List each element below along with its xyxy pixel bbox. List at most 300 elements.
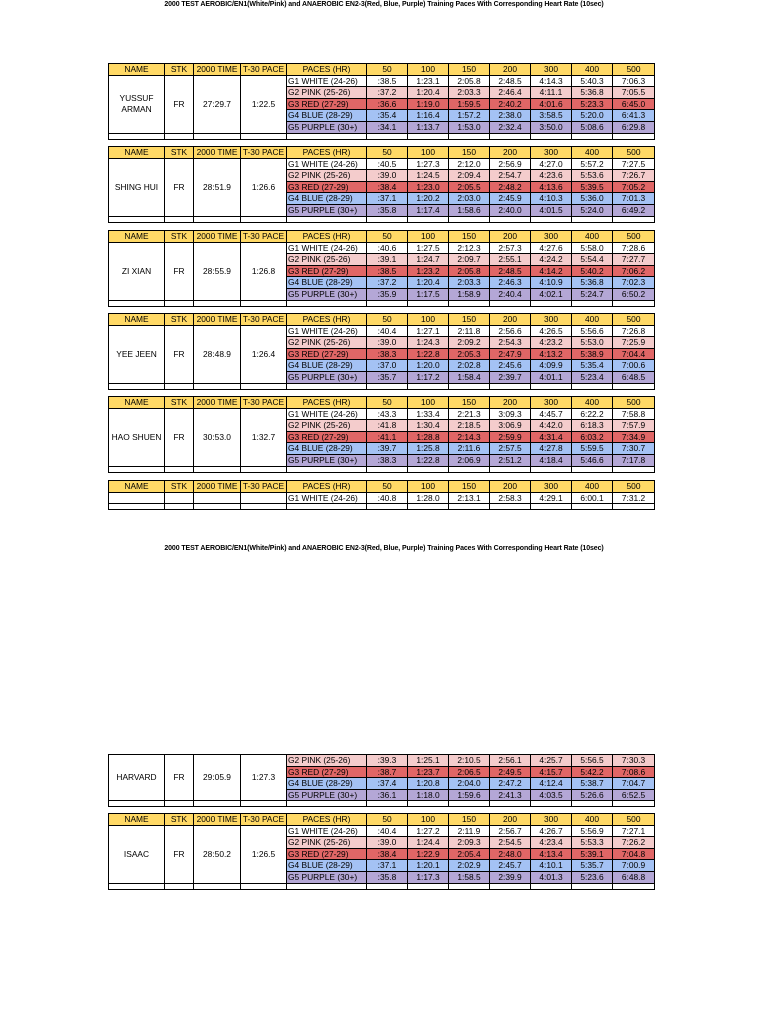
pace-value: 1:16.4 xyxy=(408,110,449,122)
header-cell: 100 xyxy=(408,314,449,326)
training-group-label: G3 RED (27-29) xyxy=(287,265,367,277)
pace-value: 5:24.7 xyxy=(572,288,613,300)
swimmer-table xyxy=(108,230,655,307)
pace-value: 2:59.9 xyxy=(490,431,531,443)
spacer-row xyxy=(109,883,655,889)
empty-cell xyxy=(572,216,613,222)
pace-value: 1:20.1 xyxy=(408,860,449,872)
training-group-label: G5 PURPLE (30+) xyxy=(287,454,367,466)
pace-value: 4:10.9 xyxy=(531,277,572,289)
swimmer-name: ZI XIAN xyxy=(109,242,165,300)
empty-cell xyxy=(572,504,613,510)
pace-value: 4:14.3 xyxy=(531,75,572,87)
pace-value: 1:20.0 xyxy=(408,360,449,372)
pace-value: 2:58.3 xyxy=(490,492,531,504)
training-group-label: G4 BLUE (28-29) xyxy=(287,778,367,790)
header-cell: 400 xyxy=(572,314,613,326)
training-group-label: G2 PINK (25-26) xyxy=(287,170,367,182)
training-group-label: G4 BLUE (28-29) xyxy=(287,110,367,122)
pace-value: 4:27.6 xyxy=(531,242,572,254)
pace-value: 5:38.7 xyxy=(572,778,613,790)
pace-value: 1:20.2 xyxy=(408,193,449,205)
pace-value: 4:03.5 xyxy=(531,789,572,801)
training-group-label: G3 RED (27-29) xyxy=(287,181,367,193)
empty-cell xyxy=(287,133,367,139)
training-group-label: G4 BLUE (28-29) xyxy=(287,860,367,872)
pace-value: 7:26.2 xyxy=(613,837,655,849)
stroke-cell: FR xyxy=(165,158,194,216)
test-time-cell: 28:50.2 xyxy=(194,825,241,883)
pace-value: 1:33.4 xyxy=(408,408,449,420)
pace-value: 1:30.4 xyxy=(408,420,449,432)
training-group-label: G2 PINK (25-26) xyxy=(287,755,367,767)
pace-value: 2:48.5 xyxy=(490,265,531,277)
pace-value: :38.3 xyxy=(367,348,408,360)
pace-value: 2:04.0 xyxy=(449,778,490,790)
pace-value: 2:56.9 xyxy=(490,158,531,170)
header-cell: 150 xyxy=(449,481,490,493)
empty-cell xyxy=(165,504,194,510)
pace-value: 7:34.9 xyxy=(613,431,655,443)
pace-value: 1:19.0 xyxy=(408,98,449,110)
pace-value: 7:28.6 xyxy=(613,242,655,254)
pace-value: :37.2 xyxy=(367,277,408,289)
header-row xyxy=(109,147,655,159)
stroke-cell: FR xyxy=(165,408,194,466)
empty-cell xyxy=(194,383,241,389)
empty-cell xyxy=(367,883,408,889)
pace-value: 1:27.2 xyxy=(408,825,449,837)
pace-value: 6:03.2 xyxy=(572,431,613,443)
empty-cell xyxy=(194,801,241,807)
pace-value: 2:13.1 xyxy=(449,492,490,504)
empty-cell xyxy=(165,466,194,472)
stroke-cell xyxy=(165,492,194,504)
pace-value: 2:03.3 xyxy=(449,277,490,289)
pace-value: 2:11.9 xyxy=(449,825,490,837)
header-cell: 100 xyxy=(408,397,449,409)
pace-value: 2:11.8 xyxy=(449,325,490,337)
header-cell: 200 xyxy=(490,397,531,409)
stroke-cell: FR xyxy=(165,755,194,801)
pace-value: :39.0 xyxy=(367,837,408,849)
pace-value: 7:26.8 xyxy=(613,325,655,337)
empty-cell xyxy=(194,883,241,889)
pace-value: 6:00.1 xyxy=(572,492,613,504)
pace-value: :38.5 xyxy=(367,75,408,87)
header-cell: 300 xyxy=(531,64,572,76)
swimmer-table xyxy=(108,813,655,890)
test-time-cell: 28:55.9 xyxy=(194,242,241,300)
pace-value: 2:38.0 xyxy=(490,110,531,122)
swimmer-table xyxy=(108,313,655,390)
pace-value: 2:10.5 xyxy=(449,755,490,767)
pace-value: 2:48.5 xyxy=(490,75,531,87)
training-group-label: G5 PURPLE (30+) xyxy=(287,371,367,383)
header-cell: 400 xyxy=(572,481,613,493)
pace-value: 5:24.0 xyxy=(572,204,613,216)
header-cell: NAME xyxy=(109,397,165,409)
pace-value: :41.1 xyxy=(367,431,408,443)
training-group-label: G1 WHITE (24-26) xyxy=(287,492,367,504)
pace-value: 2:12.3 xyxy=(449,242,490,254)
header-cell: T-30 PACE xyxy=(241,814,287,826)
pace-value: :35.8 xyxy=(367,871,408,883)
header-cell: PACES (HR) xyxy=(287,481,367,493)
swimmer-table xyxy=(108,480,655,510)
pace-value: 5:40.2 xyxy=(572,265,613,277)
pace-value: 2:32.4 xyxy=(490,121,531,133)
pace-value: 5:42.2 xyxy=(572,766,613,778)
test-time-cell: 28:48.9 xyxy=(194,325,241,383)
empty-cell xyxy=(490,300,531,306)
training-group-label: G2 PINK (25-26) xyxy=(287,337,367,349)
header-cell: 500 xyxy=(613,481,655,493)
pace-value: 4:23.6 xyxy=(531,170,572,182)
pace-value: 7:06.3 xyxy=(613,75,655,87)
header-cell: 100 xyxy=(408,814,449,826)
pace-value: 5:38.9 xyxy=(572,348,613,360)
empty-cell xyxy=(449,504,490,510)
pace-row xyxy=(109,158,655,170)
pace-value: 5:54.4 xyxy=(572,254,613,266)
pace-value: :37.2 xyxy=(367,87,408,99)
pace-value: 1:25.8 xyxy=(408,443,449,455)
t30-pace-cell: 1:26.5 xyxy=(241,825,287,883)
pace-value: 1:27.1 xyxy=(408,325,449,337)
empty-cell xyxy=(165,133,194,139)
spacer-row xyxy=(109,801,655,807)
pace-value: 2:40.4 xyxy=(490,288,531,300)
pace-value: 1:23.2 xyxy=(408,265,449,277)
pace-value: 7:25.9 xyxy=(613,337,655,349)
empty-cell xyxy=(194,133,241,139)
pace-value: 2:21.3 xyxy=(449,408,490,420)
header-cell: PACES (HR) xyxy=(287,314,367,326)
empty-cell xyxy=(613,504,655,510)
spacer-row xyxy=(109,383,655,389)
empty-cell xyxy=(531,504,572,510)
pace-value: 1:58.9 xyxy=(449,288,490,300)
pace-value: 5:53.3 xyxy=(572,837,613,849)
pace-value: 7:05.2 xyxy=(613,181,655,193)
pace-value: 2:09.3 xyxy=(449,837,490,849)
test-time-cell: 30:53.0 xyxy=(194,408,241,466)
pace-value: 1:24.4 xyxy=(408,837,449,849)
pace-value: 5:59.5 xyxy=(572,443,613,455)
header-cell: 200 xyxy=(490,64,531,76)
t30-pace-cell xyxy=(241,492,287,504)
pace-value: :40.6 xyxy=(367,242,408,254)
pace-value: 2:11.6 xyxy=(449,443,490,455)
empty-cell xyxy=(449,383,490,389)
pace-value: 6:41.3 xyxy=(613,110,655,122)
pace-value: 5:39.1 xyxy=(572,848,613,860)
header-cell: 400 xyxy=(572,147,613,159)
pace-value: 2:46.4 xyxy=(490,87,531,99)
pace-value: 5:36.0 xyxy=(572,193,613,205)
header-cell: STK xyxy=(165,314,194,326)
header-cell: 200 xyxy=(490,314,531,326)
pace-value: 1:59.6 xyxy=(449,789,490,801)
pace-value: 5:40.3 xyxy=(572,75,613,87)
empty-cell xyxy=(367,466,408,472)
pace-value: 1:58.5 xyxy=(449,871,490,883)
swimmer-name: HARVARD xyxy=(109,755,165,801)
empty-cell xyxy=(165,216,194,222)
header-cell: 300 xyxy=(531,481,572,493)
pace-value: 2:40.0 xyxy=(490,204,531,216)
pace-value: 5:36.8 xyxy=(572,87,613,99)
test-time-cell: 27:29.7 xyxy=(194,75,241,133)
header-cell: 100 xyxy=(408,64,449,76)
pace-value: 1:24.3 xyxy=(408,337,449,349)
pace-value: 4:25.7 xyxy=(531,755,572,767)
pace-value: 2:47.2 xyxy=(490,778,531,790)
training-group-label: G1 WHITE (24-26) xyxy=(287,825,367,837)
pace-value: 7:58.8 xyxy=(613,408,655,420)
pace-value: 5:26.6 xyxy=(572,789,613,801)
swimmer-name: YEE JEEN xyxy=(109,325,165,383)
empty-cell xyxy=(572,466,613,472)
header-cell: 400 xyxy=(572,64,613,76)
empty-cell xyxy=(613,466,655,472)
pace-value: 5:53.6 xyxy=(572,170,613,182)
pace-value: 1:22.8 xyxy=(408,454,449,466)
pace-value: 6:49.2 xyxy=(613,204,655,216)
header-cell: 500 xyxy=(613,397,655,409)
pace-value: :39.0 xyxy=(367,170,408,182)
empty-cell xyxy=(367,300,408,306)
header-cell: 100 xyxy=(408,147,449,159)
pace-row xyxy=(109,325,655,337)
pace-value: :39.7 xyxy=(367,443,408,455)
training-group-label: G4 BLUE (28-29) xyxy=(287,193,367,205)
header-cell: PACES (HR) xyxy=(287,397,367,409)
pace-value: 7:31.2 xyxy=(613,492,655,504)
pace-value: 2:03.0 xyxy=(449,193,490,205)
pace-value: 7:04.7 xyxy=(613,778,655,790)
pace-value: 4:24.2 xyxy=(531,254,572,266)
pace-value: 7:27.1 xyxy=(613,825,655,837)
pace-value: 1:20.8 xyxy=(408,778,449,790)
empty-cell xyxy=(241,300,287,306)
empty-cell xyxy=(531,300,572,306)
pace-value: 4:13.4 xyxy=(531,848,572,860)
pace-row xyxy=(109,755,655,767)
empty-cell xyxy=(490,216,531,222)
header-cell: STK xyxy=(165,814,194,826)
header-cell: 50 xyxy=(367,231,408,243)
pace-value: :34.1 xyxy=(367,121,408,133)
header-cell: 50 xyxy=(367,814,408,826)
stroke-cell: FR xyxy=(165,75,194,133)
header-cell: 200 xyxy=(490,231,531,243)
pace-value: 4:11.1 xyxy=(531,87,572,99)
empty-cell xyxy=(165,883,194,889)
pace-value: 5:36.8 xyxy=(572,277,613,289)
pace-value: 1:59.5 xyxy=(449,98,490,110)
pace-value: :38.4 xyxy=(367,181,408,193)
spacer-row xyxy=(109,504,655,510)
pace-value: :39.1 xyxy=(367,254,408,266)
header-cell: T-30 PACE xyxy=(241,64,287,76)
header-cell: NAME xyxy=(109,147,165,159)
empty-cell xyxy=(613,883,655,889)
training-group-label: G5 PURPLE (30+) xyxy=(287,871,367,883)
pace-value: :38.4 xyxy=(367,848,408,860)
pace-value: 4:14.2 xyxy=(531,265,572,277)
pace-value: 5:20.0 xyxy=(572,110,613,122)
pace-value: 5:35.4 xyxy=(572,360,613,372)
pace-row xyxy=(109,492,655,504)
pace-value: :43.3 xyxy=(367,408,408,420)
header-cell: 400 xyxy=(572,814,613,826)
pace-value: 2:03.3 xyxy=(449,87,490,99)
pace-value: 3:09.3 xyxy=(490,408,531,420)
pace-value: 7:04.4 xyxy=(613,348,655,360)
pace-value: 1:24.5 xyxy=(408,170,449,182)
pace-value: 7:04.8 xyxy=(613,848,655,860)
pace-value: 3:50.0 xyxy=(531,121,572,133)
pace-value: 2:51.2 xyxy=(490,454,531,466)
empty-cell xyxy=(287,801,367,807)
header-cell: 300 xyxy=(531,147,572,159)
pace-value: 7:17.8 xyxy=(613,454,655,466)
empty-cell xyxy=(109,216,165,222)
t30-pace-cell: 1:32.7 xyxy=(241,408,287,466)
empty-cell xyxy=(367,383,408,389)
training-group-label: G1 WHITE (24-26) xyxy=(287,242,367,254)
pace-value: 2:18.5 xyxy=(449,420,490,432)
empty-cell xyxy=(109,300,165,306)
pace-value: 2:54.3 xyxy=(490,337,531,349)
pace-value: 4:09.9 xyxy=(531,360,572,372)
header-cell: STK xyxy=(165,147,194,159)
pace-value: 4:01.5 xyxy=(531,204,572,216)
empty-cell xyxy=(613,216,655,222)
empty-cell xyxy=(241,383,287,389)
empty-cell xyxy=(194,300,241,306)
empty-cell xyxy=(572,133,613,139)
header-cell: 500 xyxy=(613,231,655,243)
empty-cell xyxy=(241,504,287,510)
pace-value: 7:01.3 xyxy=(613,193,655,205)
swimmer-name: YUSSUF ARMAN xyxy=(109,75,165,133)
pace-value: 5:46.6 xyxy=(572,454,613,466)
header-cell: 200 xyxy=(490,814,531,826)
pace-value: 1:18.0 xyxy=(408,789,449,801)
empty-cell xyxy=(408,300,449,306)
header-cell: STK xyxy=(165,397,194,409)
pace-value: 7:27.7 xyxy=(613,254,655,266)
header-cell: 300 xyxy=(531,314,572,326)
empty-cell xyxy=(490,801,531,807)
empty-cell xyxy=(367,133,408,139)
pace-row xyxy=(109,408,655,420)
pace-value: 4:12.4 xyxy=(531,778,572,790)
header-cell: 500 xyxy=(613,147,655,159)
swimmer-table xyxy=(108,63,655,140)
header-cell: 150 xyxy=(449,64,490,76)
swimmer-table xyxy=(108,754,655,807)
t30-pace-cell: 1:26.6 xyxy=(241,158,287,216)
empty-cell xyxy=(449,801,490,807)
stroke-cell: FR xyxy=(165,325,194,383)
pace-value: 2:39.9 xyxy=(490,871,531,883)
header-cell: PACES (HR) xyxy=(287,231,367,243)
empty-cell xyxy=(194,504,241,510)
pace-value: 7:05.5 xyxy=(613,87,655,99)
spacer-row xyxy=(109,466,655,472)
swimmer-table xyxy=(108,146,655,223)
header-cell: 2000 TIME xyxy=(194,814,241,826)
header-cell: T-30 PACE xyxy=(241,147,287,159)
header-cell: 100 xyxy=(408,481,449,493)
pace-value: :35.4 xyxy=(367,110,408,122)
header-row xyxy=(109,64,655,76)
spacer-row xyxy=(109,216,655,222)
empty-cell xyxy=(408,504,449,510)
empty-cell xyxy=(531,883,572,889)
spacer-row xyxy=(109,300,655,306)
pace-value: 1:28.0 xyxy=(408,492,449,504)
pace-value: 2:45.9 xyxy=(490,193,531,205)
pace-value: :35.8 xyxy=(367,204,408,216)
pace-value: 4:23.2 xyxy=(531,337,572,349)
header-cell: NAME xyxy=(109,231,165,243)
swimmer-name: ISAAC xyxy=(109,825,165,883)
pace-row xyxy=(109,825,655,837)
training-group-label: G1 WHITE (24-26) xyxy=(287,408,367,420)
empty-cell xyxy=(531,133,572,139)
empty-cell xyxy=(165,383,194,389)
empty-cell xyxy=(194,466,241,472)
pace-value: 4:26.7 xyxy=(531,825,572,837)
pace-value: 2:57.3 xyxy=(490,242,531,254)
pace-value: 1:57.2 xyxy=(449,110,490,122)
pace-value: :40.5 xyxy=(367,158,408,170)
empty-cell xyxy=(572,383,613,389)
pace-value: 4:13.2 xyxy=(531,348,572,360)
header-cell: 150 xyxy=(449,397,490,409)
pace-value: 6:29.8 xyxy=(613,121,655,133)
test-time-cell xyxy=(194,492,241,504)
pace-value: 1:17.4 xyxy=(408,204,449,216)
pace-value: 4:10.1 xyxy=(531,860,572,872)
empty-cell xyxy=(367,504,408,510)
pace-value: :35.7 xyxy=(367,371,408,383)
empty-cell xyxy=(109,883,165,889)
training-group-label: G4 BLUE (28-29) xyxy=(287,277,367,289)
empty-cell xyxy=(367,801,408,807)
t30-pace-cell: 1:26.8 xyxy=(241,242,287,300)
header-row xyxy=(109,814,655,826)
empty-cell xyxy=(490,133,531,139)
pace-value: 4:18.4 xyxy=(531,454,572,466)
header-cell: NAME xyxy=(109,314,165,326)
pace-value: 5:56.9 xyxy=(572,825,613,837)
pace-value: 1:22.9 xyxy=(408,848,449,860)
pace-value: 2:12.0 xyxy=(449,158,490,170)
empty-cell xyxy=(287,466,367,472)
header-cell: 50 xyxy=(367,147,408,159)
training-group-label: G4 BLUE (28-29) xyxy=(287,443,367,455)
empty-cell xyxy=(490,466,531,472)
pace-value: 2:09.7 xyxy=(449,254,490,266)
training-group-label: G3 RED (27-29) xyxy=(287,98,367,110)
empty-cell xyxy=(241,466,287,472)
